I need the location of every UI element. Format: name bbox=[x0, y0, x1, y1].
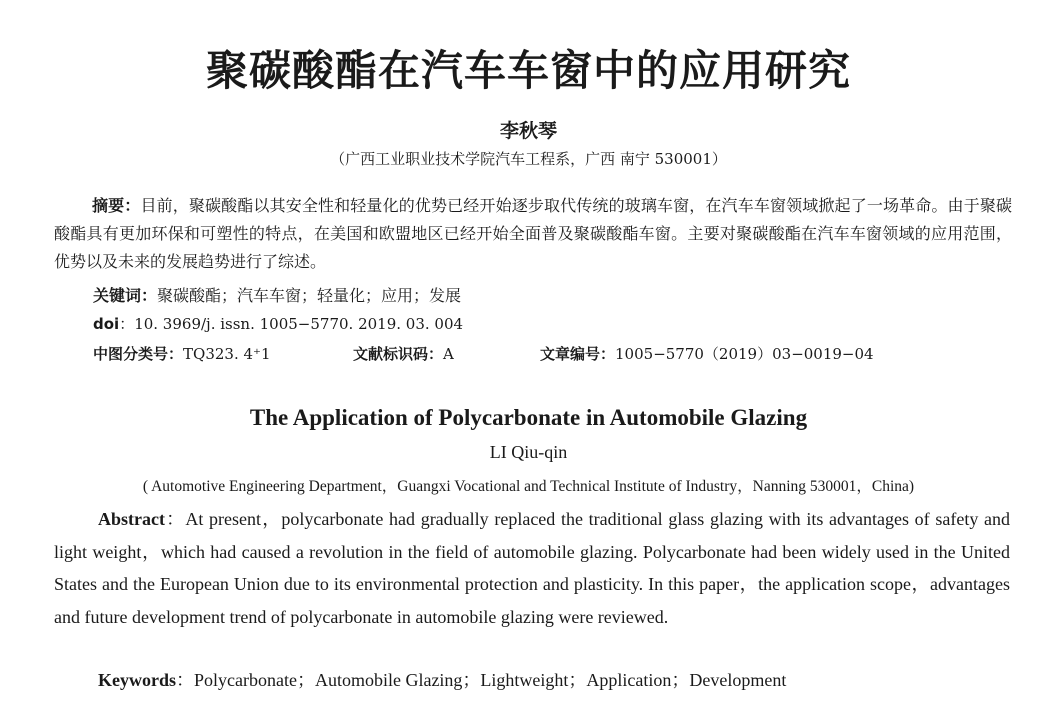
abstract-en bbox=[54, 503, 1010, 633]
abstract-cn bbox=[54, 192, 1012, 276]
article-value: 1005−5770（2019）03−0019−04 bbox=[615, 345, 874, 363]
abstract-cn-text: 目前，聚碳酸酯以其安全性和轻量化的优势已经开始逐步取代传统的玻璃车窗，在汽车车窗领域掀起了一场革命。由于聚碳酸酯具有更加环保和可塑性的特点，在美国和欧盟地区已经开始全面普及聚碳酸酯车窗。主要对聚碳酸酯在汽车车窗领域的应用范围，优势以及未来的发展趋势进行了综述。 bbox=[54, 196, 1012, 271]
abstract-cn-label: 摘要： bbox=[92, 196, 141, 215]
author-cn: 李秋琴 bbox=[499, 120, 557, 142]
abstract-en-text: At present，polycarbonate had gradually replaced the traditional glass glazing with its advantages of safety and light weight，which had caused a revolution in the field of automobile glazing. Polycarbonate had been widely used in the United States and the European Union due to its environmental protection and plasticity. In this paper，the application scope，advantages and future development trend of polycarbonate in automobile glazing were reviewed. bbox=[54, 509, 1011, 627]
doi-value: ：10. 3969/j. issn. 1005−5770. 2019. 03. 004 bbox=[119, 315, 464, 333]
keywords-cn bbox=[93, 283, 461, 306]
affiliation-en: ( Automotive Engineering Department，Guangxi Vocational and Technical Institute of Industry，Nanning 530001，China) bbox=[142, 478, 915, 495]
keywords-en bbox=[98, 666, 786, 692]
keywords-en-label: Keywords bbox=[98, 670, 176, 690]
doc-label: 文献标识码： bbox=[353, 345, 444, 363]
article-number bbox=[540, 343, 874, 364]
clc-label: 中图分类号： bbox=[93, 345, 184, 363]
abstract-en-label: Abstract bbox=[98, 509, 165, 529]
keywords-en-text: Polycarbonate；Automobile Glazing；Lightweight；Application；Development bbox=[194, 670, 787, 690]
keywords-cn-label: 关键词： bbox=[93, 286, 158, 305]
affiliation-cn: （广西工业职业技术学院汽车工程系，广西 南宁 530001） bbox=[330, 150, 727, 168]
clc-code bbox=[93, 343, 271, 364]
title-cn: 聚碳酸酯在汽车车窗中的应用研究 bbox=[205, 46, 851, 95]
keywords-en-colon: ： bbox=[176, 670, 194, 690]
doc-value: A bbox=[443, 345, 454, 363]
doi-line bbox=[93, 313, 463, 334]
doc-code bbox=[353, 343, 454, 364]
keywords-cn-text: 聚碳酸酯；汽车车窗；轻量化；应用；发展 bbox=[157, 286, 462, 305]
author-en: LI Qiu-qin bbox=[489, 442, 568, 462]
clc-value: TQ323. 4⁺1 bbox=[183, 345, 271, 363]
article-label: 文章编号： bbox=[540, 345, 616, 363]
abstract-en-colon: ： bbox=[164, 509, 186, 529]
doi-label: doi bbox=[93, 315, 120, 333]
title-en: The Application of Polycarbonate in Automobile Glazing bbox=[249, 405, 808, 430]
